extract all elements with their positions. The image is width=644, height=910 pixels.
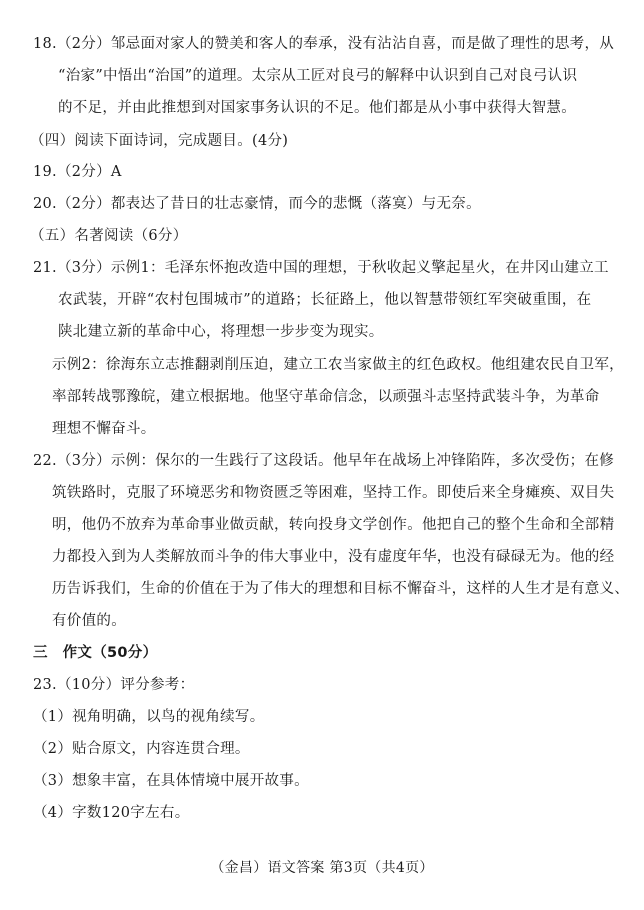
page-footer: （金昌）语文答案 第3页（共4页） xyxy=(210,860,434,876)
q18-line-2: “治家”中悟出“治国”的道理。太宗从工匠对良弓的解释中认识到自己对良弓认识 xyxy=(58,68,578,84)
q23-criterion-1: （1）视角明确，以鸟的视角续写。 xyxy=(33,709,265,725)
section-5-heading: （五）名著阅读（6分） xyxy=(30,228,188,244)
q18-line-3: 的不足，并由此推想到对国家事务认识的不足。他们都是从小事中获得大智慧。 xyxy=(58,100,576,116)
q21-example2-line-1: 示例2：徐海东立志推翻剥削压迫，建立工农当家做主的红色政权。他组建农民自卫军， xyxy=(52,357,624,373)
q22-line-3: 明，他仍不放弃为革命事业做贡献，转向投身文学创作。他把自己的整个生命和全部精 xyxy=(52,517,615,533)
q21-line-2: 农武装，开辟“农村包围城市”的道路；长征路上，他以智慧带领红军突破重围，在 xyxy=(58,292,592,308)
q18-line-1: 18.（2分）邹忌面对家人的赞美和客人的奉承，没有沾沾自喜，而是做了理性的思考，从 xyxy=(33,36,615,52)
q22-line-2: 筑铁路时，克服了环境恶劣和物资匮乏等困难，坚持工作。即使后来全身瘫痪、双目失 xyxy=(52,485,615,501)
q23-heading: 23.（10分）评分参考： xyxy=(33,677,195,693)
section-3-heading: 三 作文（50分） xyxy=(33,645,158,661)
q22-line-4: 力都投入到为人类解放而斗争的伟大事业中，没有虚度年华，也没有碌碌无为。他的经 xyxy=(52,549,615,565)
q21-line-1: 21.（3分）示例1：毛泽东怀抱改造中国的理想，于秋收起义擎起星火，在井冈山建立工 xyxy=(33,260,609,276)
q23-criterion-3: （3）想象丰富，在具体情境中展开故事。 xyxy=(33,773,309,789)
q22-line-6: 有价值的。 xyxy=(52,613,126,629)
q23-criterion-4: （4）字数120字左右。 xyxy=(33,805,190,821)
q19-answer: 19.（2分）A xyxy=(33,164,122,180)
q21-example2-line-3: 理想不懈奋斗。 xyxy=(52,421,156,437)
section-4-heading: （四）阅读下面诗词，完成题目。(4分) xyxy=(30,133,289,149)
q20-answer: 20.（2分）都表达了昔日的壮志豪情，而今的悲慨（落寞）与无奈。 xyxy=(33,196,481,212)
q22-line-1: 22.（3分）示例：保尔的一生践行了这段话。他早年在战场上冲锋陷阵，多次受伤；在修 xyxy=(33,453,615,469)
q21-line-3: 陕北建立新的革命中心，将理想一步步变为现实。 xyxy=(58,324,384,340)
q23-criterion-2: （2）贴合原文，内容连贯合理。 xyxy=(33,741,250,757)
q22-line-5: 历告诉我们，生命的价值在于为了伟大的理想和目标不懈奋斗，这样的人生才是有意义、 xyxy=(52,581,630,597)
q21-example2-line-2: 率部转战鄂豫皖，建立根据地。他坚守革命信念，以顽强斗志坚持武装斗争，为革命 xyxy=(52,389,600,405)
